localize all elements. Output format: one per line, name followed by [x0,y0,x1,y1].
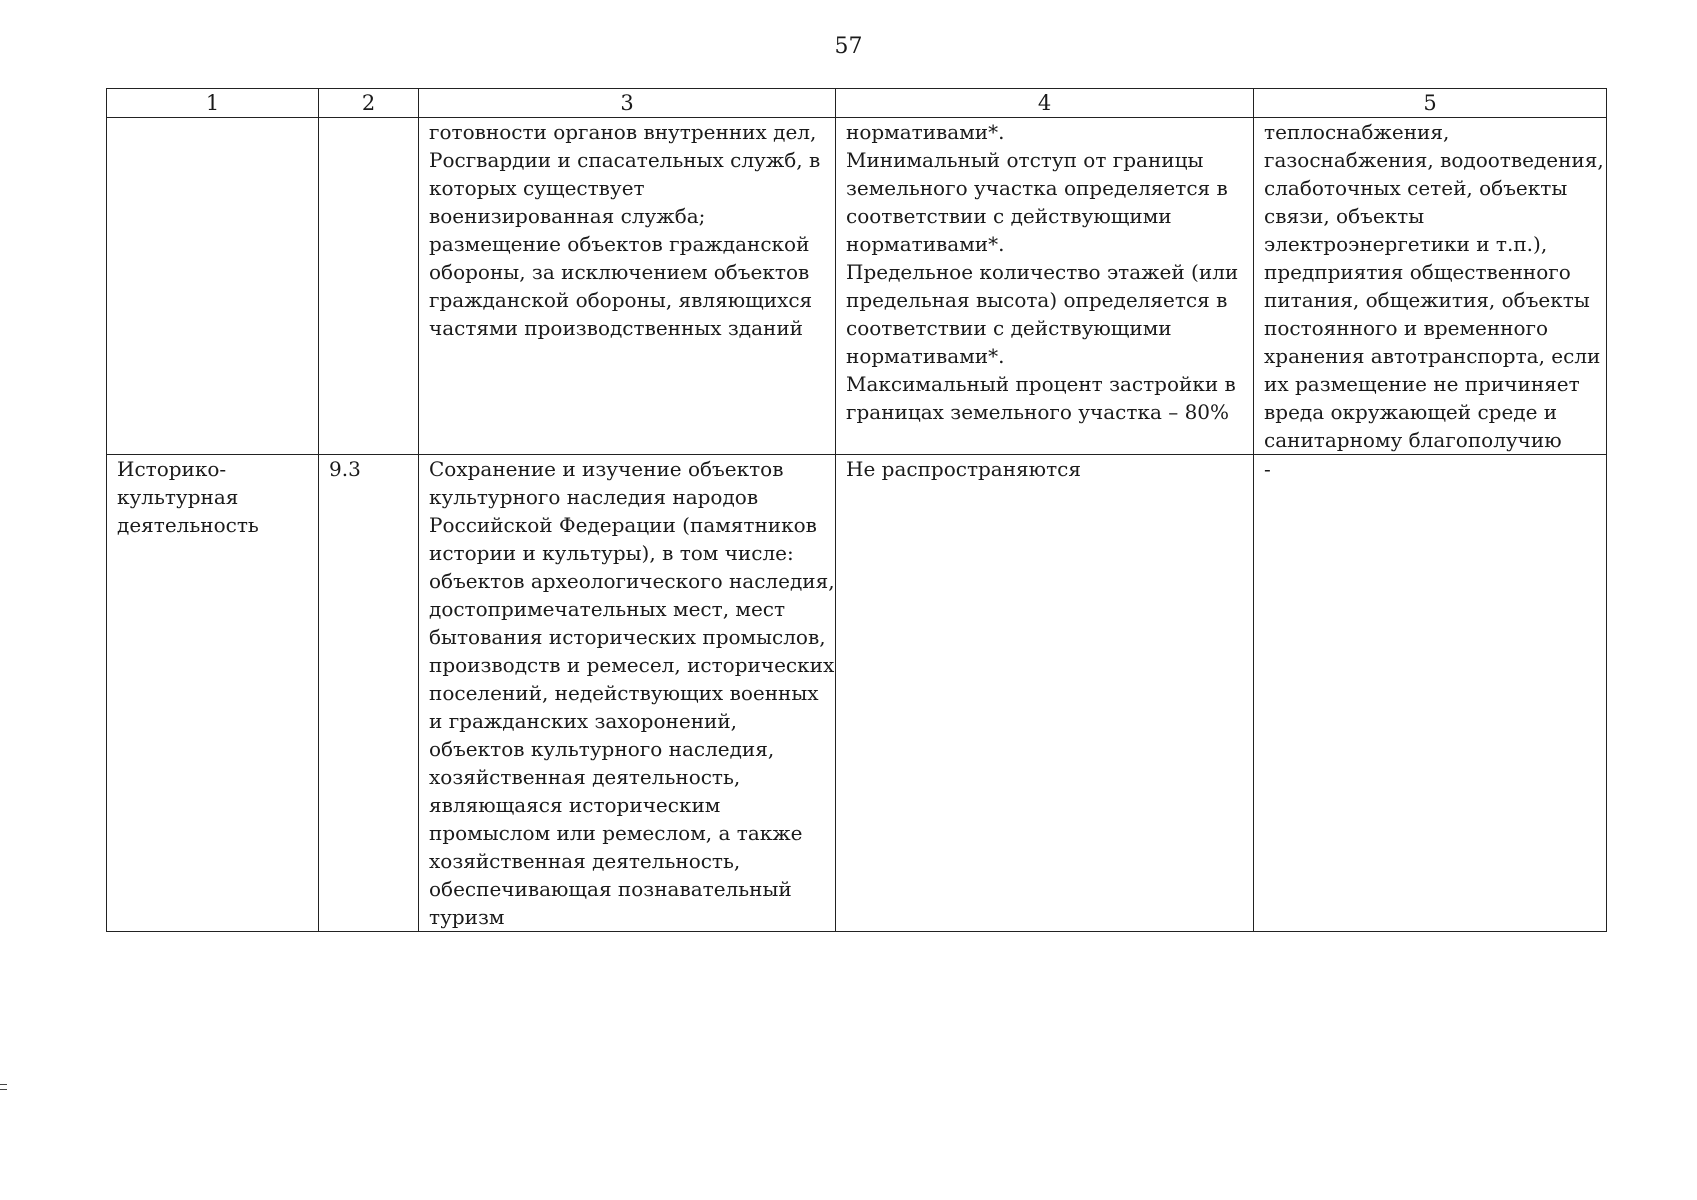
cell-text-line: вреда окружающей среде и [1264,400,1558,424]
cell-text-line: культурная [117,485,239,509]
cell-text-line: производств и ремесел, исторических [429,653,835,677]
cell-use-type-code [319,455,419,932]
cell-text-line: хранения автотранспорта, если [1264,344,1601,368]
cell-conditional-uses [1254,118,1607,455]
cell-use-description [419,455,836,932]
cell-text-line: Росгвардии и спасательных служб, в [429,148,821,172]
cell-text-line: готовности органов внутренних дел, [429,120,817,144]
cell-text-line: промыслом или ремеслом, а также [429,821,803,845]
cell-text-line: слаботочных сетей, объекты [1264,176,1568,200]
cell-text-line: нормативами*. [846,120,1005,144]
cell-text-line: частями производственных зданий [429,316,804,340]
cell-text-line: предприятия общественного [1264,260,1571,284]
cell-text-line: хозяйственная деятельность, [429,765,741,789]
column-header-3: 3 [419,89,836,118]
cell-text-line: культурного наследия народов [429,485,759,509]
cell-conditional-uses [1254,455,1607,932]
header-row [107,89,1607,118]
page-number: 57 [834,34,863,59]
column-header-4: 4 [836,89,1254,118]
cell-text-line: постоянного и временного [1264,316,1549,340]
cell-text-line: бытования исторических промыслов, [429,625,826,649]
cell-text-line: достопримечательных мест, мест [429,597,786,621]
cell-text-line: связи, объекты [1264,204,1425,228]
cell-text-line: объектов культурного наследия, [429,737,775,761]
cell-text-line: туризм [429,905,505,929]
cell-text-line: размещение объектов гражданской [429,232,810,256]
cell-text-line: электроэнергетики и т.п.), [1264,232,1548,256]
cell-text-line: - [1264,457,1271,481]
cell-text-line: границах земельного участка – 80% [846,400,1230,424]
cell-use-type-code [319,118,419,455]
cell-text-line: военизированная служба; [429,204,706,228]
cell-text-line: хозяйственная деятельность, [429,849,741,873]
cell-use-type-name [107,118,319,455]
cell-text-line: поселений, недействующих военных [429,681,819,705]
cell-text-line: соответствии с действующими [846,204,1172,228]
cell-text-line: Сохранение и изучение объектов [429,457,784,481]
cell-text-line: Не распространяются [846,457,1081,481]
table-row [107,118,1607,455]
cell-text-line: Историко- [117,457,227,481]
cell-text-line: соответствии с действующими [846,316,1172,340]
cell-text-line: их размещение не причиняет [1264,372,1580,396]
column-header-5: 5 [1254,89,1607,118]
cell-parameters [836,455,1254,932]
column-header-2: 2 [319,89,419,118]
cell-text-line: обороны, за исключением объектов [429,260,810,284]
cell-text-line: теплоснабжения, [1264,120,1450,144]
cell-text-line: являющаяся историческим [429,793,721,817]
cell-text-line: газоснабжения, водоотведения, [1264,148,1604,172]
cell-text-line: гражданской обороны, являющихся [429,288,813,312]
cell-use-type-name [107,455,319,932]
cell-text-line: санитарному благополучию [1264,428,1562,452]
cell-text-line: деятельность [117,513,259,537]
cell-text-line: Минимальный отступ от границы [846,148,1204,172]
cell-text-line: Предельное количество этажей (или [846,260,1239,284]
cell-text-line: Российской Федерации (памятников [429,513,817,537]
cell-text-line: обеспечивающая познавательный [429,877,792,901]
table-row [107,455,1607,932]
cell-text-line: нормативами*. [846,232,1005,256]
cell-text-line: и гражданских захоронений, [429,709,738,733]
cell-use-description [419,118,836,455]
cell-text-line: земельного участка определяется в [846,176,1228,200]
cell-text-line: которых существует [429,176,645,200]
cell-text-line: 9.3 [329,457,361,481]
column-header-1: 1 [107,89,319,118]
cell-text-line: питания, общежития, объекты [1264,288,1590,312]
margin-mark [0,1084,7,1090]
cell-text-line: Максимальный процент застройки в [846,372,1236,396]
regulations-table [106,88,1607,932]
cell-text-line: объектов археологического наследия, [429,569,835,593]
cell-text-line: нормативами*. [846,344,1005,368]
cell-parameters [836,118,1254,455]
cell-text-line: предельная высота) определяется в [846,288,1228,312]
cell-text-line: истории и культуры), в том числе: [429,541,794,565]
